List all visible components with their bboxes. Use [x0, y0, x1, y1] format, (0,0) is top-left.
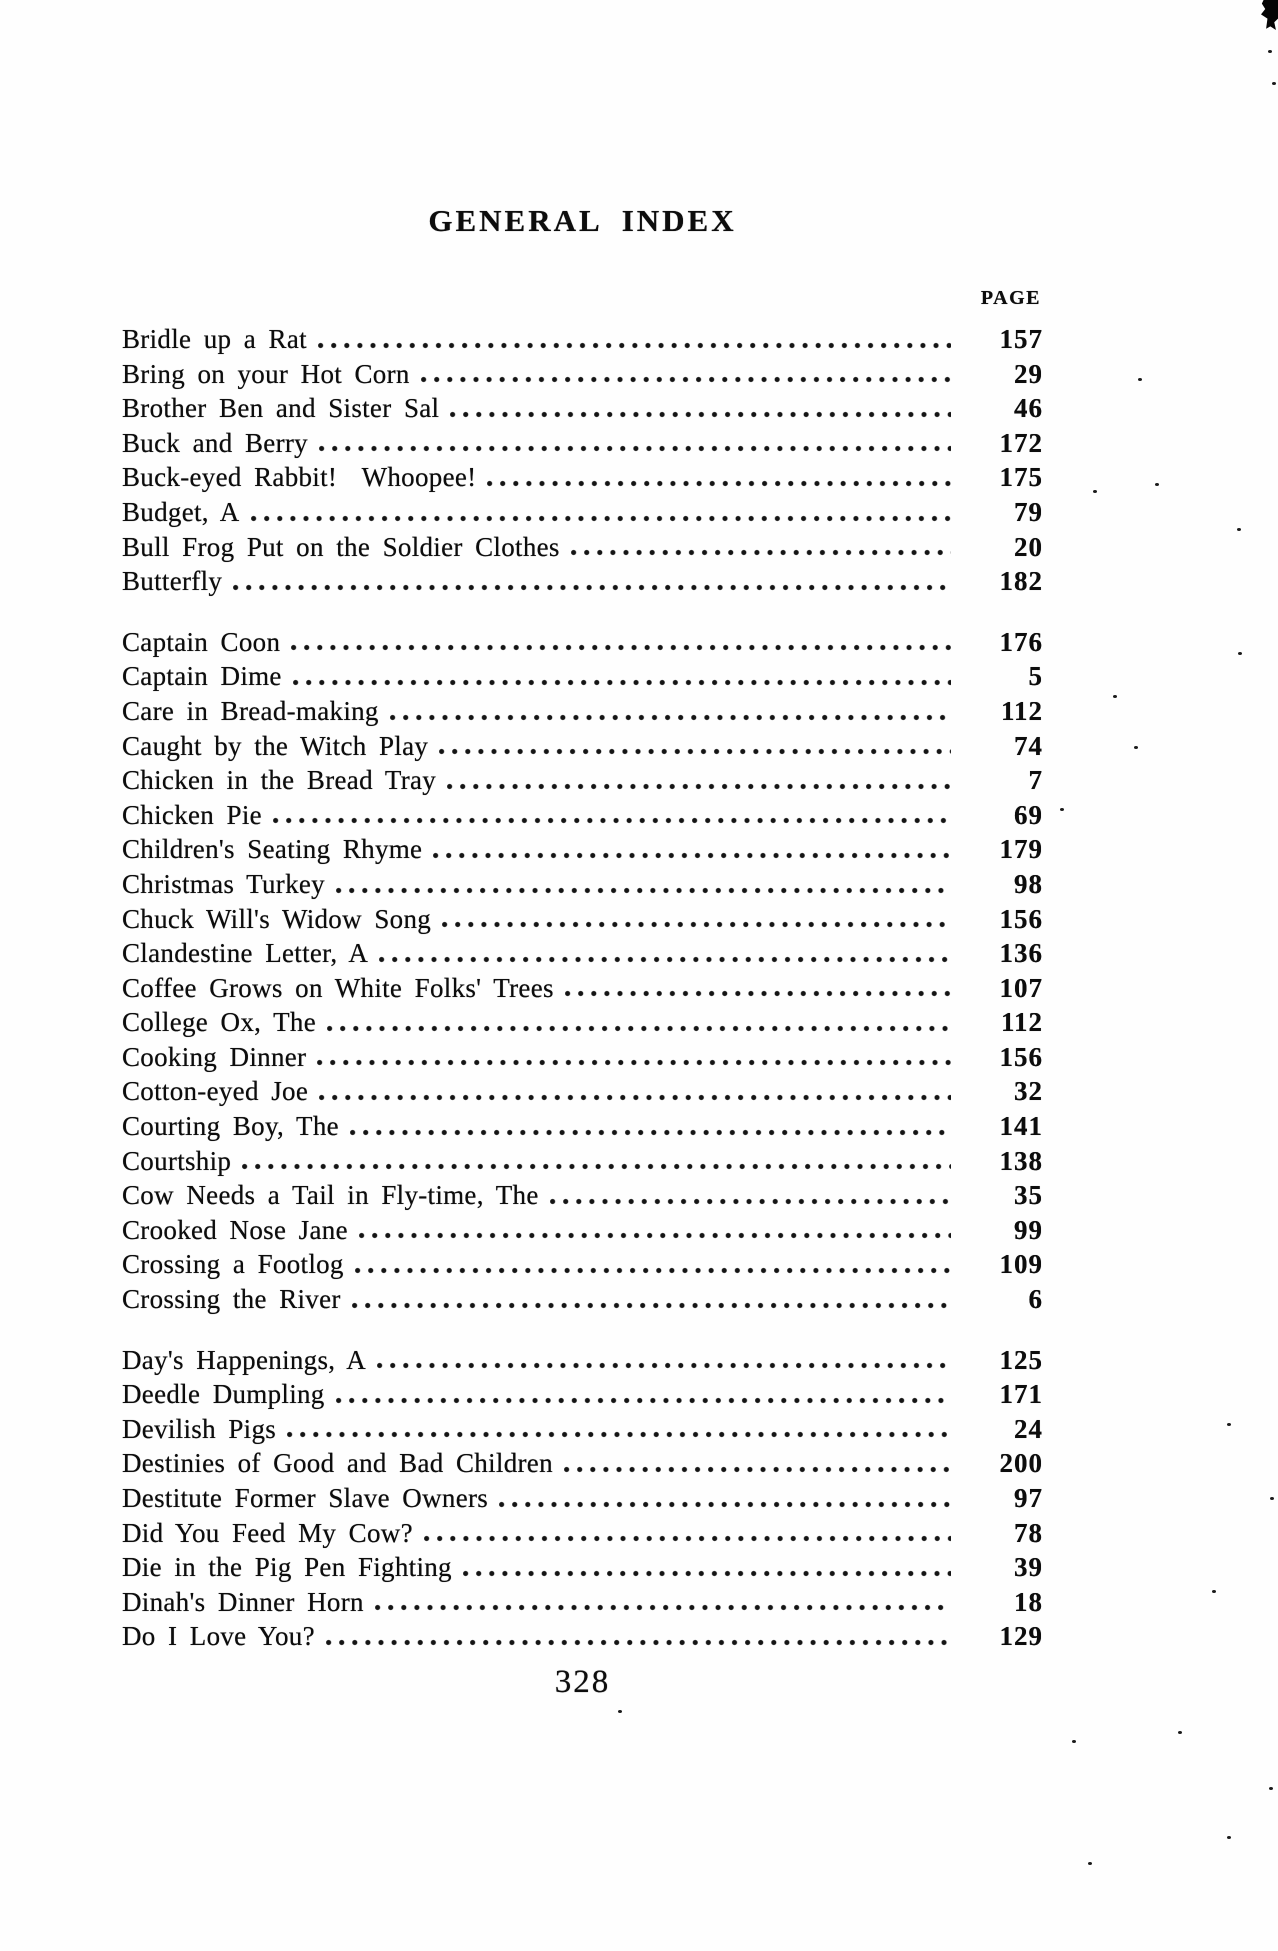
index-entry [122, 694, 1043, 729]
entry-title: Cooking Dinner [122, 1041, 307, 1072]
entry-title: Chicken Pie [122, 799, 262, 830]
entry-title: Coffee Grows on White Folks' Trees [122, 972, 554, 1003]
entry-page-number: 74 [1014, 730, 1043, 761]
entry-page-number: 171 [999, 1379, 1043, 1410]
scan-speck [1178, 1731, 1182, 1734]
entry-title: Budget, A [122, 496, 240, 527]
entry-page-number: 6 [1028, 1284, 1043, 1315]
index-entry [122, 1074, 1043, 1109]
entry-title: Do I Love You? [122, 1621, 315, 1652]
entry-page-number: 112 [1000, 1007, 1043, 1038]
dot-leader [448, 391, 951, 426]
page-title: GENERAL INDEX [428, 203, 737, 238]
dot-leader [485, 460, 951, 495]
entry-title: Bridle up a Rat [122, 324, 307, 354]
scan-speck [1272, 82, 1276, 85]
entry-page-number: 46 [1014, 393, 1043, 424]
dot-leader [271, 798, 951, 833]
entry-page-number: 138 [999, 1145, 1043, 1176]
entry-title: Captain Dime [122, 661, 282, 692]
entry-page-number: 35 [1014, 1180, 1043, 1211]
index-entry [122, 1550, 1043, 1585]
entry-title: Bring on your Hot Corn [122, 358, 410, 389]
entry-title: Chicken in the Bread Tray [122, 765, 437, 796]
dot-leader [289, 625, 951, 660]
entry-page-number: 141 [999, 1111, 1043, 1142]
index-entry [122, 1005, 1043, 1040]
index-entry [122, 1481, 1043, 1516]
entry-page-number: 98 [1014, 868, 1043, 899]
entry-page-number: 176 [999, 626, 1043, 657]
scan-artifact [1261, 0, 1278, 30]
entry-page-number: 156 [999, 1041, 1043, 1072]
entry-title: Caught by the Witch Play [122, 730, 429, 761]
dot-leader [353, 1247, 951, 1282]
scan-speck [1060, 808, 1064, 811]
index-entry [122, 357, 1043, 392]
index-entry [122, 1343, 1043, 1378]
entry-title: Crooked Nose Jane [122, 1214, 348, 1245]
index-entry [122, 495, 1043, 530]
entry-title: Children's Seating Rhyme [122, 834, 423, 865]
entry-title: College Ox, The [122, 1007, 317, 1038]
index-entry [122, 1109, 1043, 1144]
scan-speck [1270, 1497, 1274, 1500]
scan-speck [1237, 528, 1241, 531]
dot-leader [240, 1144, 951, 1179]
entry-title: Buck and Berry [122, 427, 308, 458]
index-entry [122, 1144, 1043, 1179]
entry-title: Courting Boy, The [122, 1111, 339, 1142]
dot-leader [375, 1343, 951, 1378]
scan-speck [1238, 652, 1242, 655]
dot-leader [431, 832, 951, 867]
index-entry [122, 426, 1043, 461]
entry-title: Brother Ben and Sister Sal [122, 393, 440, 424]
entry-page-number: 179 [999, 834, 1043, 865]
dot-leader [231, 564, 951, 599]
entry-page-number: 32 [1014, 1076, 1043, 1107]
scan-speck [1134, 746, 1138, 749]
entry-page-number: 29 [1014, 358, 1043, 389]
index-entry [122, 1282, 1043, 1317]
entry-title: Day's Happenings, A [122, 1344, 367, 1375]
index-entry [122, 867, 1043, 902]
index-entry [122, 763, 1043, 798]
folio-page-number: 328 [554, 1664, 611, 1700]
index-group [122, 1343, 1043, 1654]
index-entry [122, 322, 1043, 357]
entry-page-number: 78 [1014, 1517, 1043, 1548]
entry-page-number: 99 [1014, 1214, 1043, 1245]
entry-title: Die in the Pig Pen Fighting [122, 1552, 452, 1583]
entry-page-number: 7 [1028, 765, 1043, 796]
entry-page-number: 125 [999, 1344, 1043, 1375]
entry-page-number: 172 [999, 427, 1043, 458]
dot-leader [497, 1481, 951, 1516]
dot-leader [548, 1178, 951, 1213]
entry-page-number: 24 [1014, 1413, 1043, 1444]
entry-page-number: 69 [1014, 799, 1043, 830]
dot-leader [373, 1585, 951, 1620]
dot-leader [357, 1213, 951, 1248]
index-entry [122, 391, 1043, 426]
index-group [122, 625, 1043, 1317]
index-entry [122, 1619, 1043, 1654]
index-entry [122, 460, 1043, 495]
entry-title: Deedle Dumpling [122, 1379, 325, 1410]
entry-page-number: 97 [1014, 1483, 1043, 1513]
index-entry [122, 902, 1043, 937]
dot-leader [350, 1282, 951, 1317]
dot-leader [317, 426, 951, 461]
entry-page-number: 20 [1014, 531, 1043, 562]
entry-page-number: 112 [1000, 695, 1043, 726]
dot-leader [285, 1412, 951, 1447]
scan-speck [1268, 50, 1272, 53]
entry-title: Cow Needs a Tail in Fly-time, The [122, 1180, 539, 1211]
scan-speck [1138, 378, 1142, 381]
dot-leader [569, 530, 951, 565]
entry-title: Clandestine Letter, A [122, 938, 369, 969]
index-entry [122, 729, 1043, 764]
index-entry [122, 564, 1043, 599]
entry-title: Crossing the River [122, 1284, 341, 1315]
entry-title: Chuck Will's Widow Song [122, 903, 432, 934]
dot-leader [461, 1550, 951, 1585]
entry-page-number: 5 [1028, 661, 1043, 692]
dot-leader [388, 694, 951, 729]
index-entry [122, 1213, 1043, 1248]
entry-title: Devilish Pigs [122, 1413, 277, 1444]
dot-leader [440, 902, 951, 937]
index-list [122, 322, 1043, 1654]
entry-title: Dinah's Dinner Horn [122, 1586, 364, 1617]
index-entry [122, 1446, 1043, 1481]
dot-leader [334, 1377, 951, 1412]
dot-leader [437, 729, 951, 764]
entry-page-number: 200 [999, 1448, 1043, 1479]
scan-speck [1212, 1590, 1216, 1593]
entry-page-number: 39 [1014, 1552, 1043, 1583]
dot-leader [563, 971, 951, 1006]
scan-speck [1113, 695, 1117, 698]
index-entry [122, 1178, 1043, 1213]
entry-page-number: 175 [999, 462, 1043, 493]
index-group [122, 322, 1043, 599]
index-entry [122, 936, 1043, 971]
index-entry [122, 832, 1043, 867]
dot-leader [316, 322, 951, 357]
entry-page-number: 107 [999, 972, 1043, 1003]
entry-title: Destinies of Good and Bad Children [122, 1448, 553, 1479]
entry-title: Courtship [122, 1145, 232, 1176]
scan-speck [618, 1710, 622, 1713]
scan-speck [1227, 1836, 1231, 1839]
entry-title: Destitute Former Slave Owners [122, 1483, 489, 1513]
dot-leader [325, 1005, 951, 1040]
scan-speck [1093, 490, 1097, 493]
dot-leader [315, 1040, 951, 1075]
dot-leader [562, 1446, 951, 1481]
dot-leader [249, 495, 951, 530]
index-entry [122, 530, 1043, 565]
entry-title: Care in Bread-making [122, 695, 379, 726]
entry-page-number: 156 [999, 903, 1043, 934]
scan-speck [1072, 1740, 1076, 1743]
index-entry [122, 1040, 1043, 1075]
entry-title: Captain Coon [122, 626, 281, 657]
entry-title: Crossing a Footlog [122, 1249, 344, 1280]
scan-speck [1088, 1862, 1092, 1865]
index-entry [122, 1585, 1043, 1620]
dot-leader [445, 763, 951, 798]
entry-title: Butterfly [122, 566, 223, 597]
entry-page-number: 109 [999, 1249, 1043, 1280]
entry-title: Cotton-eyed Joe [122, 1076, 309, 1107]
entry-page-number: 18 [1014, 1586, 1043, 1617]
dot-leader [291, 659, 951, 694]
dot-leader [422, 1516, 951, 1551]
entry-page-number: 182 [999, 566, 1043, 597]
page-column-header: PAGE [980, 287, 1041, 309]
entry-title: Buck-eyed Rabbit! Whoopee! [122, 462, 477, 493]
index-entry [122, 1516, 1043, 1551]
dot-leader [317, 1074, 951, 1109]
dot-leader [324, 1619, 951, 1654]
index-entry [122, 625, 1043, 660]
scan-speck [1269, 1787, 1273, 1790]
scan-speck [1155, 483, 1159, 486]
entry-title: Did You Feed My Cow? [122, 1517, 413, 1548]
entry-title: Christmas Turkey [122, 868, 325, 899]
index-entry [122, 659, 1043, 694]
index-entry [122, 1247, 1043, 1282]
dot-leader [419, 357, 951, 392]
scan-speck [1227, 1423, 1231, 1426]
index-entry [122, 1412, 1043, 1447]
dot-leader [348, 1109, 951, 1144]
index-entry [122, 798, 1043, 833]
entry-page-number: 157 [999, 324, 1043, 354]
entry-page-number: 136 [999, 938, 1043, 969]
index-entry [122, 971, 1043, 1006]
entry-title: Bull Frog Put on the Soldier Clothes [122, 531, 560, 562]
dot-leader [334, 867, 951, 902]
dot-leader [377, 936, 951, 971]
index-entry [122, 1377, 1043, 1412]
entry-page-number: 79 [1014, 496, 1043, 527]
entry-page-number: 129 [999, 1621, 1043, 1652]
